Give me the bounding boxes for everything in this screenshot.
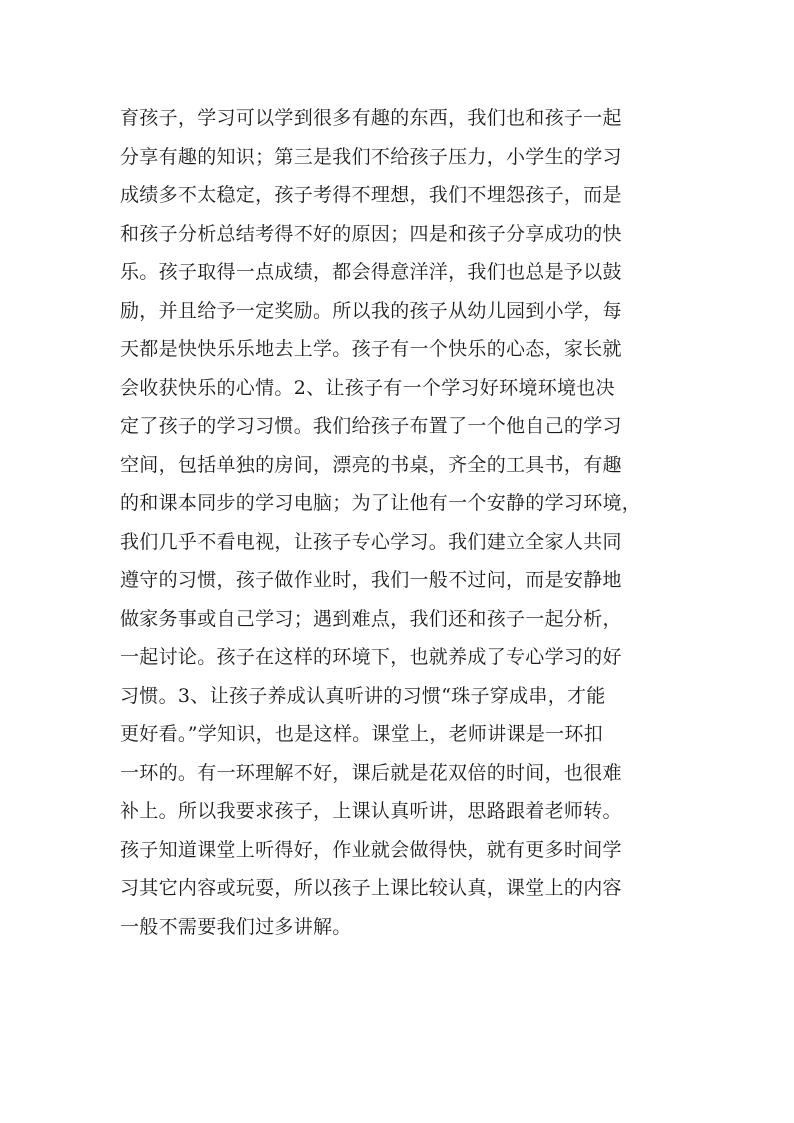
text-line: 乐。孩子取得一点成绩，都会得意洋洋，我们也总是予以鼓	[120, 261, 622, 283]
text-line: 遵守的习惯，孩子做作业时，我们一般不过问，而是安静地	[120, 569, 622, 591]
text-line: 定了孩子的学习习惯。我们给孩子布置了一个他自己的学习	[120, 415, 622, 437]
text-line: 更好看。”学知识，也是这样。课堂上，老师讲课是一环扣	[120, 723, 604, 745]
text-line: 孩子知道课堂上听得好，作业就会做得快，就有更多时间学	[120, 838, 622, 861]
text-line: 励，并且给予一定奖励。所以我的孩子从幼儿园到小学，每	[120, 299, 622, 322]
text-line: 一般不需要我们过多讲解。	[120, 915, 352, 938]
text-line: 的和课本同步的学习电脑；为了让他有一个安静的学习环境，	[120, 492, 642, 514]
text-line: 育孩子，学习可以学到很多有趣的东西，我们也和孩子一起	[120, 107, 622, 129]
text-line: 成绩多不太稳定，孩子考得不理想，我们不埋怨孩子，而是	[120, 184, 622, 206]
text-line: 会收获快乐的心情。2、让孩子有一个学习好环境环境也决	[120, 376, 615, 399]
text-line: 分享有趣的知识；第三是我们不给孩子压力，小学生的学习	[120, 145, 622, 168]
text-line: 一起讨论。孩子在这样的环境下，也就养成了专心学习的好	[120, 646, 622, 668]
body-text	[120, 99, 700, 946]
text-line: 习惯。3、让孩子养成认真听讲的习惯“珠子穿成串，才能	[120, 684, 606, 707]
text-line: 一环的。有一环理解不好，课后就是花双倍的时间，也很难	[120, 761, 622, 784]
text-line: 做家务事或自己学习；遇到难点，我们还和孩子一起分析，	[120, 607, 622, 630]
text-line: 习其它内容或玩耍，所以孩子上课比较认真，课堂上的内容	[120, 877, 622, 899]
text-line: 补上。所以我要求孩子，上课认真听讲，思路跟着老师转。	[120, 800, 622, 822]
text-line: 天都是快快乐乐地去上学。孩子有一个快乐的心态，家长就	[120, 338, 622, 360]
text-line: 我们几乎不看电视，让孩子专心学习。我们建立全家人共同	[120, 530, 622, 553]
text-line: 和孩子分析总结考得不好的原因；四是和孩子分享成功的快	[120, 222, 622, 245]
text-line: 空间，包括单独的房间，漂亮的书桌，齐全的工具书，有趣	[120, 453, 622, 476]
